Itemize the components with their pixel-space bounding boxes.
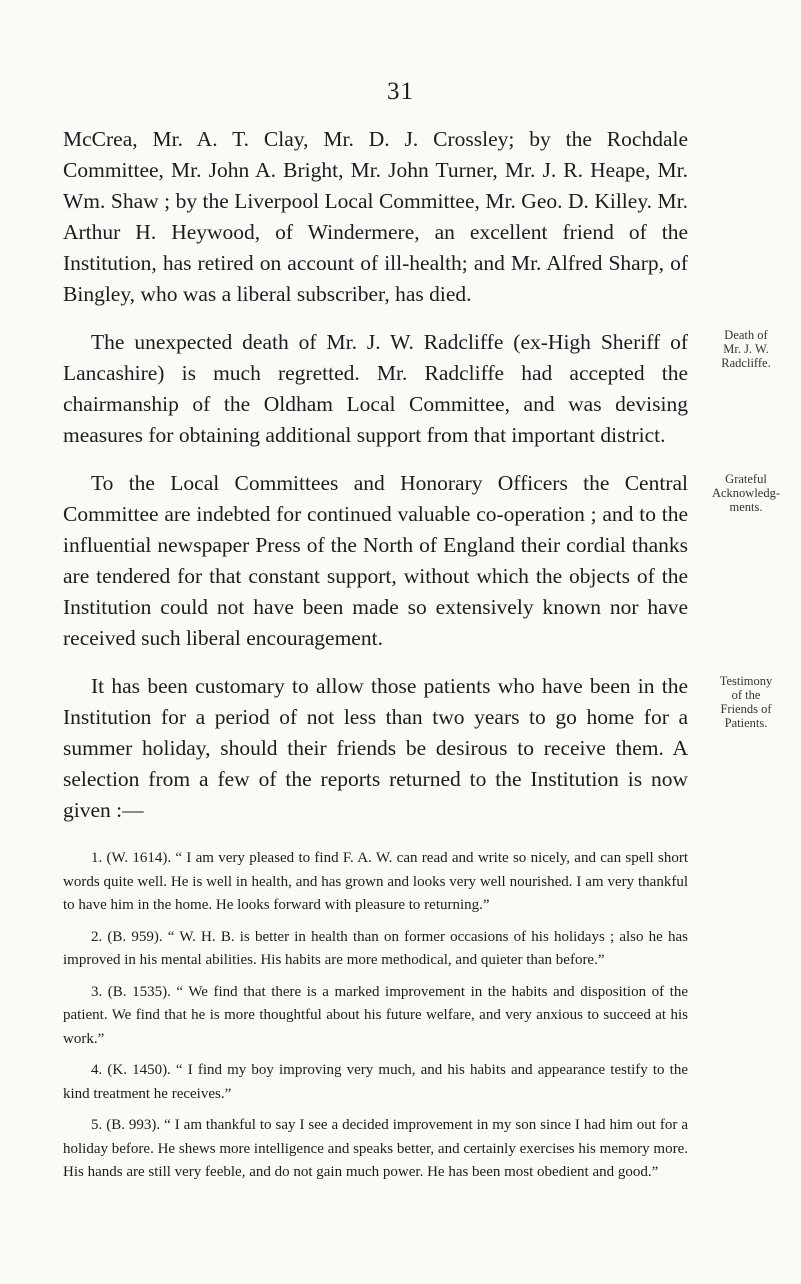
paragraph-committees: McCrea, Mr. A. T. Clay, Mr. D. J. Crossley; by the Rochdale Committee, Mr. John A. Bright, Mr. John Turner, Mr. J. R. Heape, Mr. Wm. Shaw ; by the Liverpool Local Committee, Mr. Geo. D. Killey. Mr. Arthur H. Heywood, of Windermere, an excellent friend of the Institution, has retired on account of ill-health; and Mr. Alfred Sharp, of Bingley, who was a liberal subscriber, has died. bbox=[63, 127, 688, 306]
margin-note-line: Death of bbox=[724, 328, 768, 342]
paragraph-holidays: It has been customary to allow those patients who have been in the Institution for a period of not less than two years to go home for a summer holiday, should their friends be desirous to receive them. A selection from a few of the reports returned to the Institution is now given :— bbox=[63, 674, 688, 822]
margin-note-line: Testimony bbox=[719, 674, 773, 688]
margin-note-line: Grateful bbox=[725, 472, 767, 486]
margin-note-line: Mr. J. W. bbox=[723, 342, 769, 356]
main-text bbox=[63, 124, 688, 1185]
margin-note-line: ments. bbox=[729, 500, 763, 514]
report-item: 1. (W. 1614). “ I am very pleased to find F. A. W. can read and write so nicely, and can spell short words quite well. He is well in health, and has grown and looks very well nourished. I am very thankful to have him in the home. He looks forward with pleasure to returning.” bbox=[63, 850, 688, 913]
margin-note-line: Friends of bbox=[720, 702, 772, 716]
margin-note-line: of the bbox=[731, 688, 761, 702]
page-number: 31 bbox=[387, 78, 414, 105]
patient-reports bbox=[63, 847, 688, 1185]
margin-note-grateful bbox=[696, 472, 796, 514]
report-item: 4. (K. 1450). “ I find my boy improving very much, and his habits and appearance testify to the kind treatment he receives.” bbox=[63, 1062, 688, 1102]
paragraph-radcliffe: The unexpected death of Mr. J. W. Radcliffe (ex-High Sheriff of Lancashire) is much regretted. Mr. Radcliffe had accepted the chairmanship of the Oldham Local Committee, and was devising measures for obtaining additional support from that important district. bbox=[63, 330, 688, 447]
margin-note-line: Radcliffe. bbox=[721, 356, 771, 370]
margin-note-death bbox=[696, 328, 796, 370]
report-item: 3. (B. 1535). “ We find that there is a marked improvement in the habits and disposition of the patient. We find that he is more thoughtful about his future welfare, and very anxious to succeed at his work.” bbox=[63, 983, 688, 1047]
paragraph-acknowledgments: To the Local Committees and Honorary Officers the Central Committee are indebted for continued valuable co-operation ; and to the influential newspaper Press of the North of England their cordial thanks are tendered for that constant support, without which the objects of the Institution could not have been made so extensively known nor have received such liberal encouragement. bbox=[63, 471, 688, 650]
report-item: 2. (B. 959). “ W. H. B. is better in health than on former occasions of his holidays ; also he has improved in his mental abilities. His habits are more methodical, and quieter than before.” bbox=[63, 928, 688, 968]
margin-note-line: Patients. bbox=[724, 716, 768, 730]
report-item: 5. (B. 993). “ I am thankful to say I see a decided improvement in my son since I had him out for a holiday before. He shews more intelligence and speaks better, and certainly exercises his memory more. His hands are still very feeble, and do not gain much power. He has been most obedient and good.” bbox=[63, 1117, 688, 1180]
margin-note-testimony bbox=[696, 674, 796, 730]
margin-note-line: Acknowledg- bbox=[711, 486, 781, 500]
